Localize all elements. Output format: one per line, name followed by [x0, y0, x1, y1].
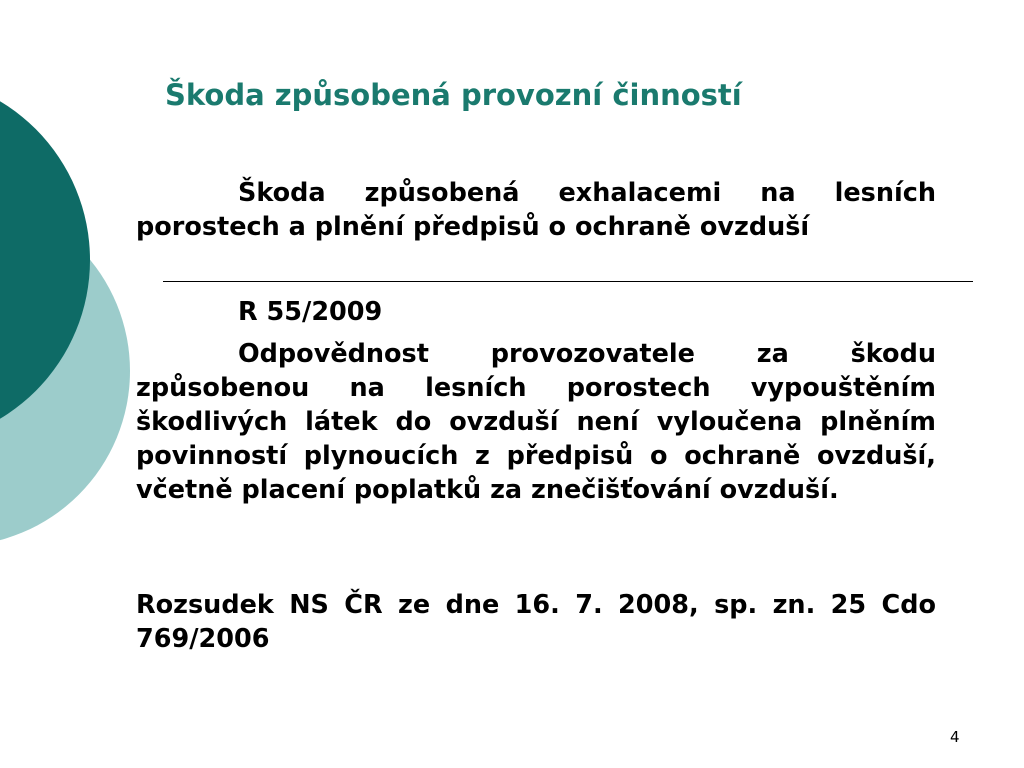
slide-title: Škoda způsobená provozní činností	[165, 78, 742, 112]
citation-paragraph: Rozsudek NS ČR ze dne 16. 7. 2008, sp. zn. 25 Cdo 769/2006	[136, 590, 936, 654]
intro-paragraph: Škoda způsobená exhalacemi na lesních porostech a plnění předpisů o ochraně ovzduší	[136, 178, 936, 242]
page-number: 4	[950, 728, 960, 746]
divider-line	[163, 281, 973, 282]
ruling-paragraph: Odpovědnost provozovatele za škodu způsobenou na lesních porostech vypouštěním škodlivých látek do ovzduší není vyloučena plněním povinností plynoucích z předpisů o ochraně ovzduší, včetně placení poplatků za znečišťování ovzduší.	[136, 339, 936, 505]
case-number: R 55/2009	[238, 297, 383, 327]
